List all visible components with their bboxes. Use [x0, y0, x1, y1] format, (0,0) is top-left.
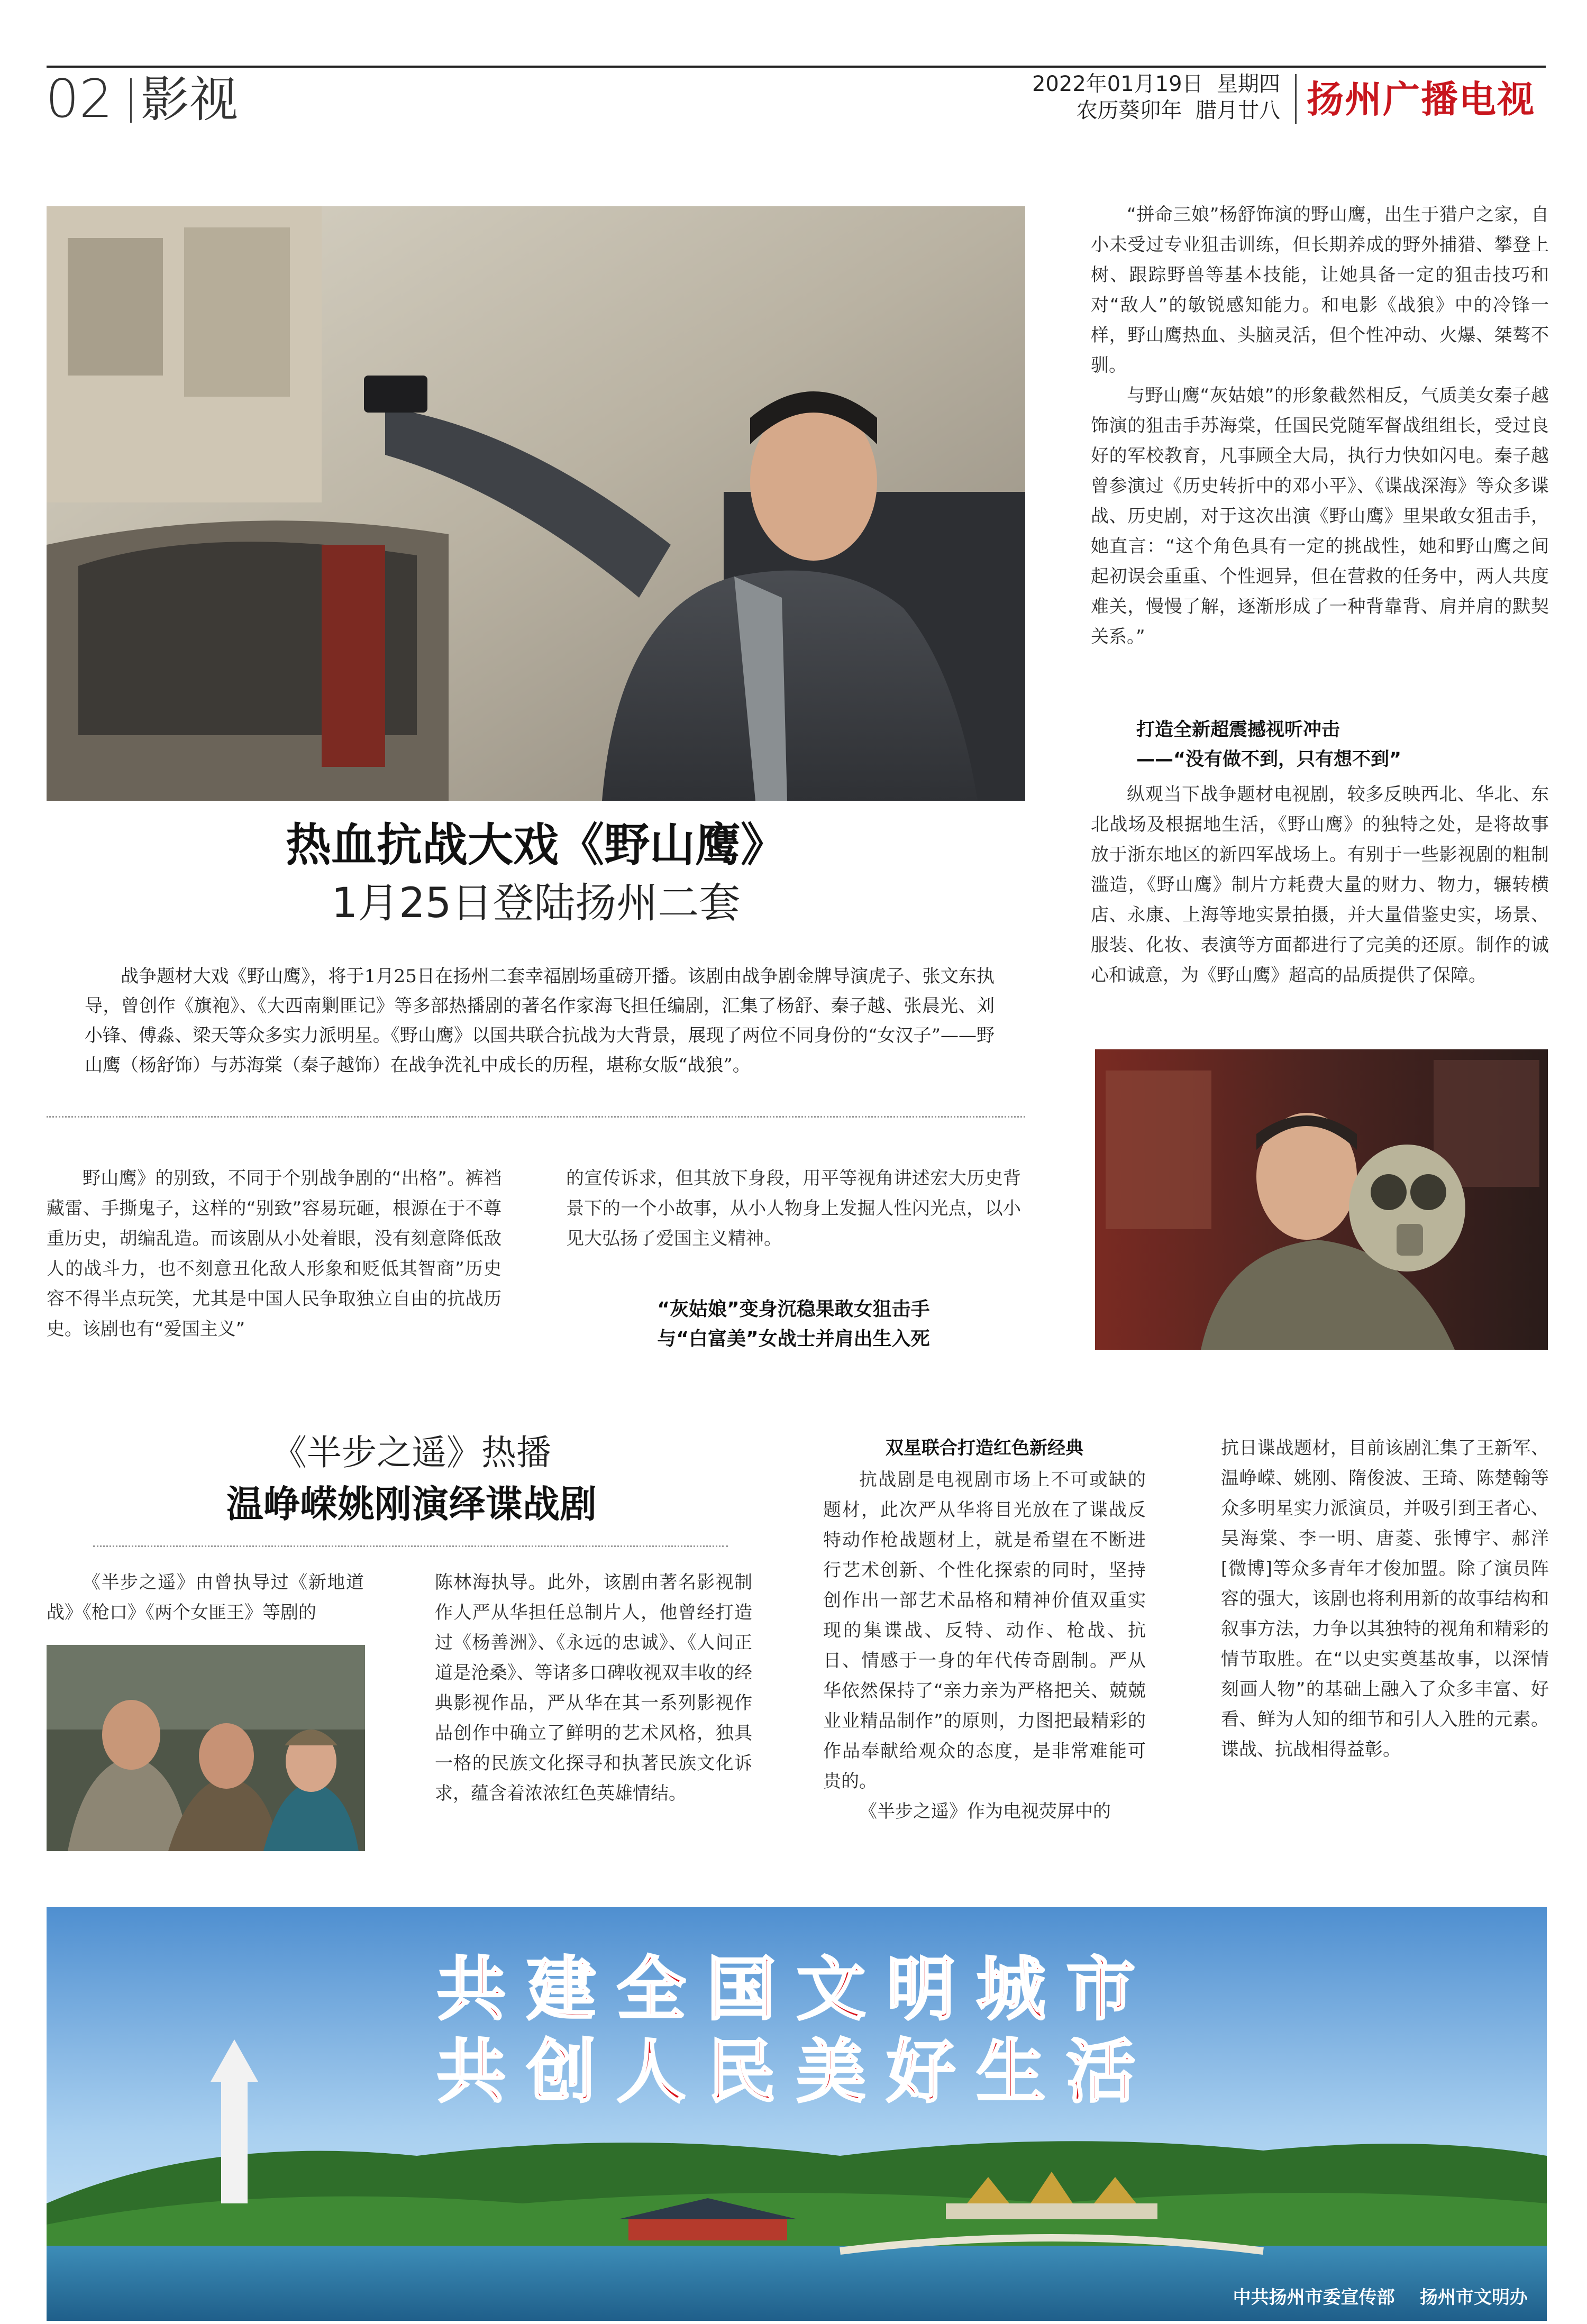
lead-body-col1: [47, 1164, 501, 1344]
brand-logo-text: 扬州广播电视: [1307, 77, 1535, 121]
lead-subhead2-line1: 打造全新超震撼视听冲击: [1136, 719, 1340, 740]
lead-title-line1: 热血抗战大戏《野山鹰》: [286, 819, 786, 872]
banner-slogan-line1: 共建全国文明城市: [436, 1948, 1156, 2029]
lead-right-p1: “拼命三娘”杨舒饰演的野山鹰，出生于猎户之家，自小未受过专业狙击训练，但长期养成的野外捕猎、攀登上树、跟踪野兽等基本技能，让她具备一定的狙击技巧和对“敌人”的敏锐感知能力。和电影《战狼》中的冷锋一样，野山鹰热血、头脑灵活，但个性冲动、火爆、桀骜不驯。: [1091, 204, 1549, 376]
second-subhead: 双星联合打造红色新经典: [886, 1438, 1083, 1459]
second-col1-text: 《半步之遥》由曾执导过《新地道战》《枪口》《两个女匪王》等剧的: [47, 1572, 364, 1623]
second-col4: [1221, 1433, 1549, 1765]
lead-intro-text: 战争题材大戏《野山鹰》，将于1月25日在扬州二套幸福剧场重磅开播。该剧由战争剧金牌导演虎子、张文东执导，曾创作《旗袍》、《大西南剿匪记》等多部热播剧的著名作家海飞担任编剧，汇集了杨舒、秦子越、张晨光、刘小锋、傅淼、梁天等众多实力派明星。《野山鹰》以国共联合抗战为大背景，展现了两位不同身份的“女汉子”——野山鹰（杨舒饰）与苏海棠（秦子越饰）在战争洗礼中成长的历程，堪称女版“战狼”。: [85, 966, 995, 1076]
lead-right-column-2: [1091, 780, 1549, 991]
lead-subhead1-line1: “灰姑娘”变身沉稳果敢女狙击手: [657, 1298, 930, 1320]
lead-body-col1-text: 野山鹰》的别致，不同于个别战争剧的“出格”。裤裆藏雷、手撕鬼子，这样的“别致”容易玩砸，根源在于不尊重历史，胡编乱造。而该剧从小处着眼，没有刻意降低敌人的战斗力，也不刻意丑化敌人形象和贬低其智商”历史容不得半点玩笑，尤其是中国人民争取独立自由的抗战历史。该剧也有“爱国主义”: [47, 1168, 501, 1340]
banner-slogan-line2: 共创人民美好生活: [436, 2031, 1156, 2112]
second-col3-p1: 抗战剧是电视剧市场上不可或缺的题材，此次严从华将目光放在了谍战反特动作枪战题材上，就是希望在不断进行艺术创新、个性化探索的同时，坚持创作出一部艺术品格和精神价值双重实现的集谍战、反特、动作、枪战、抗日、情感于一身的年代传奇剧制。严从华依然保持了“亲力亲为严格把关、兢兢业业精品制作”的原则，力图把最精彩的作品奉献给观众的态度，是非常难能可贵的。: [823, 1469, 1146, 1792]
lead-intro-divider: [47, 1116, 1025, 1118]
issue-date: 2022年01月19日 星期四: [1032, 72, 1280, 96]
header-top-rule: [47, 66, 1546, 68]
lead-subhead1-line2: 与“白富美”女战士并肩出生入死: [657, 1328, 930, 1350]
banner-credit: 中共扬州市委宣传部 扬州市文明办: [1233, 2287, 1528, 2308]
second-col1: [47, 1568, 364, 1628]
second-title-line1: 《半步之遥》热播: [272, 1432, 551, 1473]
lead-subhead1: [566, 1295, 1021, 1354]
lead-right-column: [1091, 200, 1549, 652]
header-divider-right: [1295, 74, 1297, 124]
gasmask-photo: [1095, 1049, 1548, 1350]
second-title-line2: 温峥嵘姚刚演绎谍战剧: [226, 1483, 597, 1526]
lunar-date: 农历葵卯年 腊月廿八: [1076, 98, 1280, 123]
lead-right-p3: 纵观当下战争题材电视剧，较多反映西北、华北、东北战场及根据地生活，《野山鹰》的独特之处，是将故事放于浙东地区的新四军战场上。有别于一些影视剧的粗制滥造，《野山鹰》制片方耗费大量的财力、物力，辗转横店、永康、上海等地实景拍摄，并大量借鉴史实，场景、服装、化妆、表演等方面都进行了完美的还原。制作的诚心和诚意，为《野山鹰》超高的品质提供了保障。: [1091, 784, 1549, 986]
brand-logo: [1307, 73, 1550, 131]
second-col2-text: 陈林海执导。此外，该剧由著名影视制作人严从华担任总制片人，他曾经打造过《杨善洲》、《永远的忠诚》、《人间正道是沧桑》、等诸多口碑收视双丰收的经典影视作品，严从华在其一系列影视作品创作中确立了鲜明的艺术风格，独具一格的民族文化探寻和执著民族文化诉求，蕴含着浓浓红色英雄情结。: [435, 1572, 752, 1804]
lead-body-col2-text: 的宣传诉求，但其放下身段，用平等视角讲述宏大历史背景下的一个小故事，从小人物身上发掘人性闪光点，以小见大弘扬了爱国主义精神。: [566, 1168, 1021, 1249]
lead-subhead2-line2: ——“没有做不到，只有想不到”: [1136, 749, 1402, 770]
trio-photo-image: [47, 1645, 365, 1851]
lead-body-col2: [566, 1164, 1021, 1254]
second-title-divider: [93, 1545, 728, 1547]
civic-banner: [47, 1907, 1547, 2321]
section-title: 影视: [141, 71, 239, 128]
gasmask-photo-image: [1095, 1049, 1548, 1350]
second-col2: [435, 1568, 752, 1809]
lead-intro: [85, 962, 995, 1080]
lead-photo-image: [47, 206, 1025, 801]
lead-title-line2: 1月25日登陆扬州二套: [331, 880, 741, 927]
second-col4-text: 抗日谍战题材，目前该剧汇集了王新军、温峥嵘、姚刚、隋俊波、王琦、陈楚翰等众多明星实力派演员，并吸引到王者心、吴海棠、李一明、唐菱、张博宇、郝洋[微博]等众多青年才俊加盟。除了演员阵容的强大，该剧也将利用新的故事结构和叙事方法，力争以其独特的视角和精彩的情节取胜。在“以史实奠基故事，以深情刻画人物”的基础上融入了众多丰富、好看、鲜为人知的细节和引人入胜的元素。谍战、抗战相得益彰。: [1221, 1438, 1549, 1760]
page-number: 02: [45, 68, 113, 130]
second-col3: [823, 1465, 1146, 1827]
lead-photo: [47, 206, 1025, 801]
lead-subhead2: [1136, 715, 1549, 774]
second-col3-p2: 《半步之遥》作为电视荧屏中的: [859, 1801, 1111, 1822]
lead-right-p2: 与野山鹰“灰姑娘”的形象截然相反，气质美女秦子越饰演的狙击手苏海棠，任国民党随军督战组组长，受过良好的军校教育，凡事顾全大局，执行力快如闪电。秦子越曾参演过《历史转折中的邓小平》、《谍战深海》等众多谍战、历史剧，对于这次出演《野山鹰》里果敢女狙击手，她直言：“这个角色具有一定的挑战性，她和野山鹰之间起初误会重重、个性迥异，但在营救的任务中，两人共度难关，慢慢了解，逐渐形成了一种背靠背、肩并肩的默契关系。”: [1091, 385, 1549, 647]
trio-photo: [47, 1645, 365, 1851]
header-divider: [130, 78, 132, 123]
